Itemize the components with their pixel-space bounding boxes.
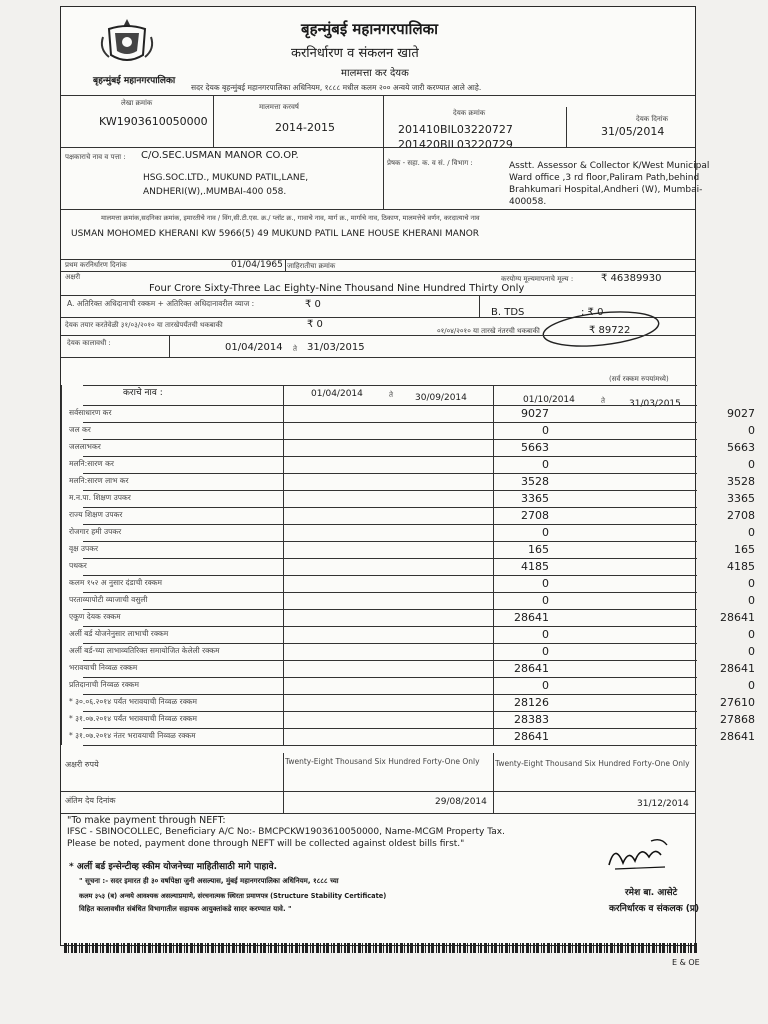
- issuer-line-2: Ward office ,3 rd floor,Paliram Path,behind: [509, 173, 700, 183]
- period2-due-date: 31/12/2014: [637, 799, 689, 809]
- excess-payment-value: ₹ 0: [305, 299, 321, 310]
- period-label: देयक कालावधी :: [67, 339, 111, 347]
- tax-row-label: अर्ली बर्ड योजनेनुसार लाभाची रक्कम: [69, 629, 169, 638]
- tds-value: : ₹ 0: [581, 307, 604, 318]
- account-no: KW1903610050000: [99, 115, 208, 128]
- tax-row-period2: 165: [734, 543, 755, 556]
- tax-row-period2: 0: [748, 679, 755, 692]
- signature-icon: [601, 835, 681, 875]
- tax-row-label: जललाभकर: [69, 442, 101, 451]
- tax-row-label: परताव्यापोटी व्याजाची वसुली: [69, 595, 148, 604]
- tax-row-period2: 0: [748, 577, 755, 590]
- act-line: सदर देयक बृहन्मुंबई महानगरपालिका अधिनियम, १८८८ मधील कलम २०० अन्वये जारी करण्यात आले आहे.: [191, 83, 482, 92]
- excess-payment-label: A. अतिरिक्त अधिदानाची रक्कम + अतिरिक्त अधिदानावरील व्याज :: [67, 299, 255, 308]
- notice-line-2: कलम ३५३ (ब) अन्वये आवश्यक असल्याप्रमाणे, संरचनात्मक स्थिरता प्रमाणपत्र (Structure Stability Certificate): [79, 892, 387, 900]
- tax-row-period2: 0: [748, 458, 755, 471]
- tax-row-period1: 165: [528, 543, 549, 556]
- tax-year: 2014-2015: [275, 121, 335, 134]
- period2-to: 31/03/2015: [629, 399, 681, 409]
- bill-date-label: देयक दिनांक: [636, 115, 668, 123]
- period2-sep: ते: [601, 397, 605, 405]
- address-line-3: ANDHERI(W),.MUMBAI-400 058.: [143, 187, 287, 197]
- tax-row-period1: 0: [542, 679, 549, 692]
- period-to-label: ते: [293, 345, 297, 353]
- tax-row-period1: 3528: [521, 475, 549, 488]
- tax-row-period1: 0: [542, 645, 549, 658]
- tax-row-period2: 4185: [727, 560, 755, 573]
- neft-line-1: "To make payment through NEFT:: [67, 815, 226, 826]
- org-title: बृहन्मुंबई महानगरपालिका: [301, 20, 439, 38]
- tax-row-period1: 3365: [521, 492, 549, 505]
- bill-no-label: देयक क्रमांक: [453, 109, 486, 117]
- arrears-value: ₹ 0: [307, 319, 323, 330]
- neft-line-3: Please be noted, payment done through NEFT will be collected against oldest bills first.": [67, 839, 465, 849]
- tax-row-label: वृक्ष उपकर: [69, 544, 99, 553]
- period1-words: Twenty-Eight Thousand Six Hundred Forty-One Only: [285, 757, 480, 766]
- tax-row-period1: 5663: [521, 441, 549, 454]
- notice-line-3: विहित कालावधीत संबंधित विभागातील सहायक आयुक्तांकडे सादर करण्यात यावे. ": [79, 905, 292, 913]
- address-line-2: HSG.SOC.LTD., MUKUND PATIL,LANE,: [143, 173, 309, 183]
- tax-row-period1: 9027: [521, 407, 549, 420]
- tax-row-period2: 28641: [720, 730, 755, 743]
- tax-row-period1: 28641: [514, 611, 549, 624]
- bill-no-1: 201410BIL03220727: [398, 123, 513, 136]
- period1-to: 30/09/2014: [415, 393, 467, 403]
- tax-row-period1: 0: [542, 594, 549, 607]
- period1-from: 01/04/2014: [311, 389, 363, 399]
- tax-row-period1: 28641: [514, 730, 549, 743]
- rateable-value: ₹ 46389930: [601, 273, 662, 284]
- account-no-label: लेखा क्रमांक: [121, 99, 153, 107]
- property-value: USMAN MOHOMED KHERANI KW 5966(5) 49 MUKUND PATIL LANE HOUSE KHERANI MANOR: [71, 229, 480, 239]
- tax-row-period1: 0: [542, 424, 549, 437]
- tax-row-period2: 9027: [727, 407, 755, 420]
- tax-row-period1: 2708: [521, 509, 549, 522]
- address-label: पक्षकाराचे नाव व पत्ता :: [65, 153, 126, 161]
- handwritten-circle-mark: [531, 307, 661, 353]
- tax-row-label: प्रतिदानाची निव्वळ रक्कम: [69, 680, 140, 689]
- amounts-note: (सर्व रक्कम रुपयांमध्ये): [609, 375, 669, 383]
- bill-no-2: 201420BIL03220729: [398, 138, 513, 151]
- tax-row-label: जल कर: [69, 425, 91, 434]
- words-label: अक्षरी: [65, 273, 81, 281]
- tax-row-label: सर्वसाधारण कर: [69, 408, 112, 417]
- tax-row-period1: 0: [542, 526, 549, 539]
- tax-row-label: रोजगार हमी उपकर: [69, 527, 122, 536]
- tax-row-label: एकूण देयक रक्कम: [69, 612, 121, 621]
- tax-year-label: मालमत्ता करवर्ष: [259, 103, 299, 111]
- due-date-label: अंतिम देय दिनांक: [65, 796, 116, 805]
- tax-row-period2: 28641: [720, 662, 755, 675]
- tax-row-label: कलम १५२ अ नुसार दंडाची रक्कम: [69, 578, 162, 587]
- signatory-title: करनिर्धारक व संकलक (प्र): [609, 904, 700, 914]
- tax-row-label: * ३०.०६.२०१४ पर्यंत भरावयाची निव्वळ रक्कम: [69, 697, 198, 706]
- tax-row-label: म.न.पा. शिक्षण उपकर: [69, 493, 131, 502]
- issuer-line-3: Brahkumari Hospital,Andheri (W), Mumbai-: [509, 185, 703, 195]
- tax-row-period1: 28126: [514, 696, 549, 709]
- tax-row-period2: 0: [748, 594, 755, 607]
- tax-name-header: कराचे नाव :: [123, 388, 163, 398]
- tax-row-period1: 4185: [521, 560, 549, 573]
- bmc-emblem-icon: [95, 15, 159, 77]
- rateable-label: करयोग्य मूल्यमापनाचे मूल्य :: [501, 275, 574, 283]
- tax-row-period1: 0: [542, 458, 549, 471]
- emblem-caption: बृहन्मुंबई महानगरपालिका: [93, 76, 176, 86]
- tax-row-label: * ३१.०७.२०१४ नंतर भरावयाची निव्वळ रक्कम: [69, 731, 196, 740]
- tax-row-period2: 28641: [720, 611, 755, 624]
- first-date: 01/04/1965: [231, 260, 283, 270]
- tax-row-period2: 2708: [727, 509, 755, 522]
- tax-row-label: भरावयाची निव्वळ रक्कम: [69, 663, 138, 672]
- issuer-line-4: 400058.: [509, 197, 547, 207]
- signatory-name: रमेश बा. आसेटे: [625, 888, 678, 898]
- tax-row-period2: 3528: [727, 475, 755, 488]
- issuer-label: प्रेषक - सहा. क. व सं. / विभाग :: [387, 159, 473, 167]
- tax-row-period2: 3365: [727, 492, 755, 505]
- tax-row-period2: 27868: [720, 713, 755, 726]
- after-arrears-label: ०१/०४/२०१० या तारखे नंतरची थकबाकी: [437, 327, 540, 335]
- tax-row-label: अर्ली बर्ड-च्या लाभाव्यतिरिक्त समायोजित केलेली रक्कम: [69, 646, 220, 655]
- tax-row-period1: 0: [542, 628, 549, 641]
- period-from: 01/04/2014: [225, 342, 283, 353]
- issuer-line-1: Asstt. Assessor & Collector K/West Municipal: [509, 161, 710, 171]
- notice-line-1: " सूचना :- सदर इमारत ही ३० वर्षापेक्षा जुनी असल्यास, मुंबई महानगरपालिका अधिनियम, १८८८ च्या: [79, 877, 339, 885]
- tax-row-label: राज्य शिक्षण उपकर: [69, 510, 123, 519]
- tax-bill-sheet: [60, 6, 755, 946]
- bill-date: 31/05/2014: [601, 125, 665, 138]
- tds-label: B. TDS: [491, 307, 525, 318]
- period2-words: Twenty-Eight Thousand Six Hundred Forty-One Only: [495, 759, 690, 768]
- tax-row-period2: 0: [748, 628, 755, 641]
- tax-row-label: मलनि:सारण कर: [69, 459, 114, 468]
- period1-due-date: 29/08/2014: [435, 797, 487, 807]
- rateable-words: Four Crore Sixty-Three Lac Eighty-Nine Thousand Nine Hundred Thirty Only: [149, 283, 525, 294]
- period-to: 31/03/2015: [307, 342, 365, 353]
- eoe-mark: E & OE: [672, 958, 700, 967]
- tax-row-period2: 5663: [727, 441, 755, 454]
- neft-line-2: IFSC - SBINOCOLLEC, Beneficiary A/C No:- BMCPCKW1903610050000, Name-MCGM Property Tax.: [67, 827, 505, 837]
- tax-row-label: पथकर: [69, 561, 87, 570]
- property-label: मालमत्ता क्रमांक,सदनिका क्रमांक, इमारतीचे नाव / विंग,सी.टी.एस. क्र./ प्लॉट क्र., गावाचे नाव, मार्ग क्र., मार्गाचे नाव, ठिकाण, मालमत्तेचे वर्णन, करदात्याचे नाव: [101, 214, 480, 222]
- tax-row-period2: 27610: [720, 696, 755, 709]
- period2-from: 01/10/2014: [523, 395, 575, 405]
- notice-label: जाहिरातीचा क्रमांक: [287, 262, 336, 270]
- tax-row-period1: 28641: [514, 662, 549, 675]
- dept-title: करनिर्धारण व संकलन खाते: [291, 46, 419, 61]
- period1-sep: ते: [389, 391, 393, 399]
- tax-row-period2: 0: [748, 526, 755, 539]
- tax-row-period2: 0: [748, 645, 755, 658]
- early-bird-note: * अर्ली बर्ड इन्सेन्टीव्ह स्कीम योजनेच्या माहितीसाठी मागे पाहावे.: [69, 862, 277, 872]
- first-date-label: प्रथम करनिर्धारण दिनांक: [65, 261, 127, 269]
- after-arrears-value: ₹ 89722: [589, 325, 631, 336]
- tax-row-label: मलनि:सारण लाभ कर: [69, 476, 129, 485]
- address-line-1: C/O.SEC.USMAN MANOR CO.OP.: [141, 150, 299, 161]
- tax-row-period1: 0: [542, 577, 549, 590]
- arrears-label: देयक तयार करतेवेळी ३१/०३/२०१० या तारखेपर्यंतची थकबाकी: [65, 321, 223, 329]
- barcode: [8, 938, 698, 948]
- tax-row-period2: 0: [748, 424, 755, 437]
- tax-row-label: * ३१.०७.२०१४ पर्यंत भरावयाची निव्वळ रक्कम: [69, 714, 198, 723]
- doc-title: मालमत्ता कर देयक: [341, 68, 409, 79]
- tax-row-period1: 28383: [514, 713, 549, 726]
- amount-words-label: अक्षरी रुपये: [65, 760, 99, 769]
